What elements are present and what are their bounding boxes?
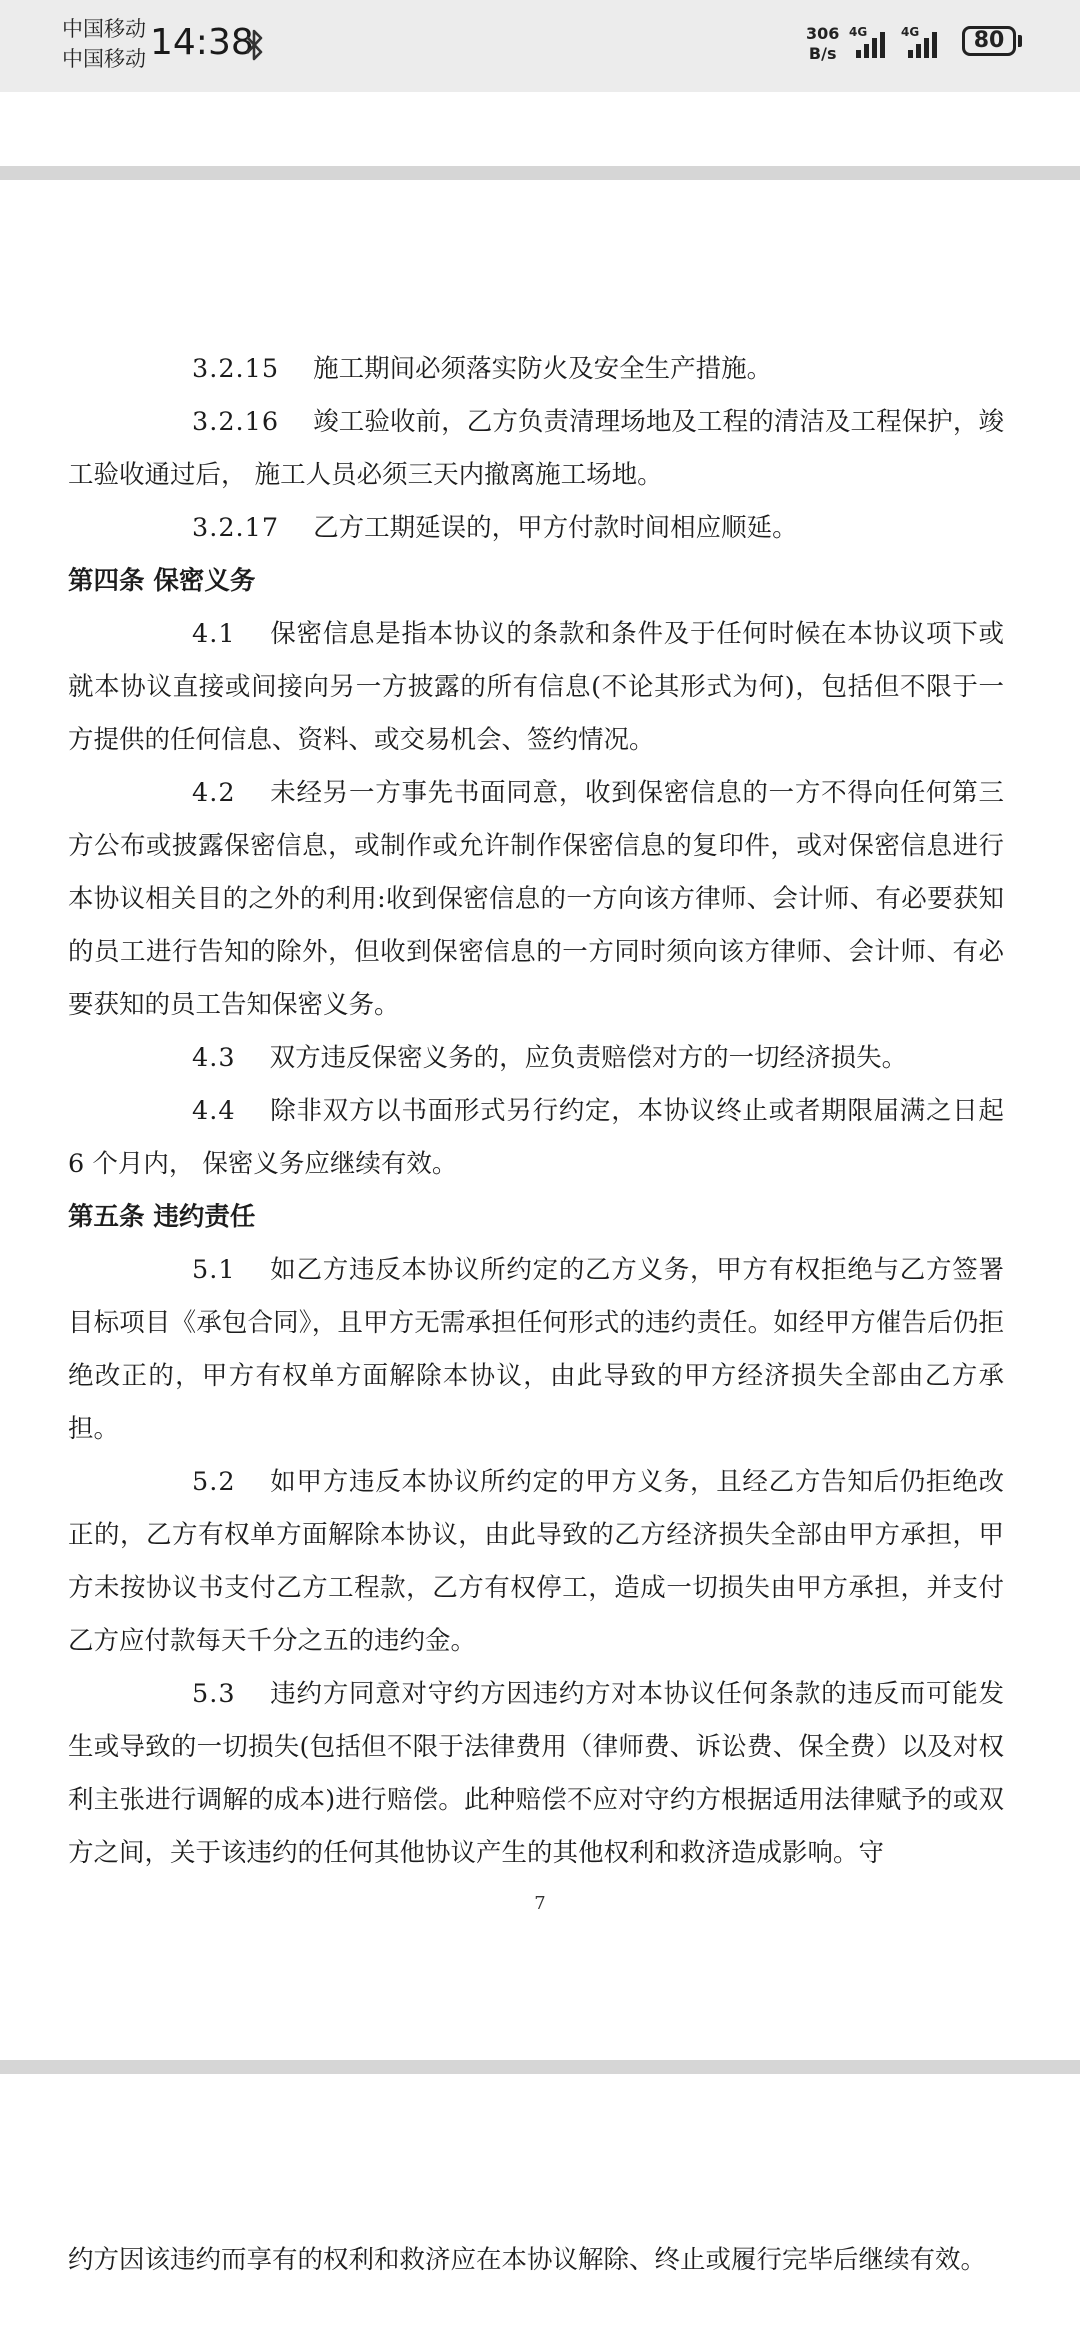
clause-paragraph bbox=[68, 767, 1004, 1032]
bluetooth-icon bbox=[244, 28, 266, 62]
status-bar bbox=[0, 0, 1080, 92]
clause-number: 3.2.16 bbox=[192, 407, 280, 437]
clause-paragraph bbox=[68, 1456, 1004, 1668]
clause-text: 双方违反保密义务的，应负责赔偿对方的一切经济损失。 bbox=[269, 1043, 908, 1073]
clause-paragraph bbox=[68, 502, 1004, 555]
clause-text: 乙方工期延误的，甲方付款时间相应顺延。 bbox=[313, 513, 798, 543]
page-divider-bottom bbox=[0, 2060, 1080, 2074]
signal-2-label: 4G bbox=[901, 25, 920, 39]
signal-strength-icon-2 bbox=[900, 24, 944, 60]
battery-icon: 80 bbox=[962, 26, 1016, 56]
clause-number: 4.3 bbox=[192, 1043, 236, 1073]
clause-text: 如乙方违反本协议所约定的乙方义务，甲方有权拒绝与乙方签署目标项目《承包合同》，且甲方无需承担任何形式的违约责任。如经甲方催告后仍拒绝改正的，甲方有权单方面解除本协议，由此导致的甲方经济损失全部由乙方承担。 bbox=[68, 1255, 1004, 1444]
clause-paragraph bbox=[68, 1244, 1004, 1456]
continuation-paragraph: 约方因该违约而享有的权利和救济应在本协议解除、终止或履行完毕后继续有效。 bbox=[68, 2245, 987, 2275]
carrier-info bbox=[62, 14, 146, 74]
clause-paragraph bbox=[68, 343, 1004, 396]
clause-number: 5.1 bbox=[192, 1255, 236, 1285]
clause-text: 未经另一方事先书面同意，收到保密信息的一方不得向任何第三方公布或披露保密信息，或制作或允许制作保密信息的复印件，或对保密信息进行本协议相关目的之外的利用:收到保密信息的一方向该方律师、会计师、有必要获知的员工进行告知的除外，但收到保密信息的一方同时须向该方律师、会计师、有必要获知的员工告知保密义务。 bbox=[68, 778, 1004, 1020]
clock: 14:38 bbox=[150, 22, 254, 63]
clause-number: 4.4 bbox=[192, 1096, 236, 1126]
page-divider-top bbox=[0, 166, 1080, 180]
network-speed-unit: B/s bbox=[808, 44, 837, 63]
clause-paragraph bbox=[68, 1032, 1004, 1085]
clause-number: 3.2.17 bbox=[192, 513, 280, 543]
clause-paragraph bbox=[68, 396, 1004, 502]
clause-text: 竣工验收前，乙方负责清理场地及工程的清洁及工程保护，竣工验收通过后， 施工人员必须三天内撤离施工场地。 bbox=[68, 407, 1004, 490]
signal-strength-icon-1 bbox=[848, 24, 892, 60]
clause-number: 5.2 bbox=[192, 1467, 236, 1497]
carrier-2: 中国移动 bbox=[62, 47, 146, 71]
clause-number: 4.2 bbox=[192, 778, 236, 808]
battery-tip bbox=[1018, 35, 1022, 47]
clause-text: 施工期间必须落实防火及安全生产措施。 bbox=[313, 354, 773, 384]
signal-1-label: 4G bbox=[849, 25, 868, 39]
clause-number: 3.2.15 bbox=[192, 354, 280, 384]
section-heading: 第五条 违约责任 bbox=[68, 1202, 256, 1232]
clause-text: 除非双方以书面形式另行约定，本协议终止或者期限届满之日起 6 个月内， 保密义务应继续有效。 bbox=[68, 1096, 1004, 1179]
page-number: 7 bbox=[534, 1893, 546, 1914]
carrier-1: 中国移动 bbox=[62, 17, 146, 41]
section-heading: 第四条 保密义务 bbox=[68, 566, 256, 596]
document-page-7 bbox=[68, 343, 1004, 1880]
clause-number: 5.3 bbox=[192, 1679, 236, 1709]
clause-text: 如甲方违反本协议所约定的甲方义务，且经乙方告知后仍拒绝改正的，乙方有权单方面解除本协议，由此导致的乙方经济损失全部由甲方承担，甲方未按协议书支付乙方工程款，乙方有权停工，造成一切损失由甲方承担，并支付乙方应付款每天千分之五的违约金。 bbox=[68, 1467, 1004, 1656]
clause-paragraph bbox=[68, 1668, 1004, 1880]
clause-paragraph bbox=[68, 1085, 1004, 1191]
clause-paragraph bbox=[68, 608, 1004, 767]
network-speed-value: 306 bbox=[806, 24, 840, 43]
clause-text: 违约方同意对守约方因违约方对本协议任何条款的违反而可能发生或导致的一切损失(包括但不限于法律费用（律师费、诉讼费、保全费）以及对权利主张进行调解的成本)进行赔偿。此种赔偿不应对守约方根据适用法律赋予的或双方之间，关于该违约的任何其他协议产生的其他权利和救济造成影响。守 bbox=[68, 1679, 1004, 1868]
clause-text: 保密信息是指本协议的条款和条件及于任何时候在本协议项下或就本协议直接或间接向另一方披露的所有信息(不论其形式为何)，包括但不限于一方提供的任何信息、资料、或交易机会、签约情况。 bbox=[68, 619, 1004, 755]
document-page-8 bbox=[68, 2234, 1004, 2287]
clause-number: 4.1 bbox=[192, 619, 236, 649]
network-speed bbox=[806, 24, 839, 64]
